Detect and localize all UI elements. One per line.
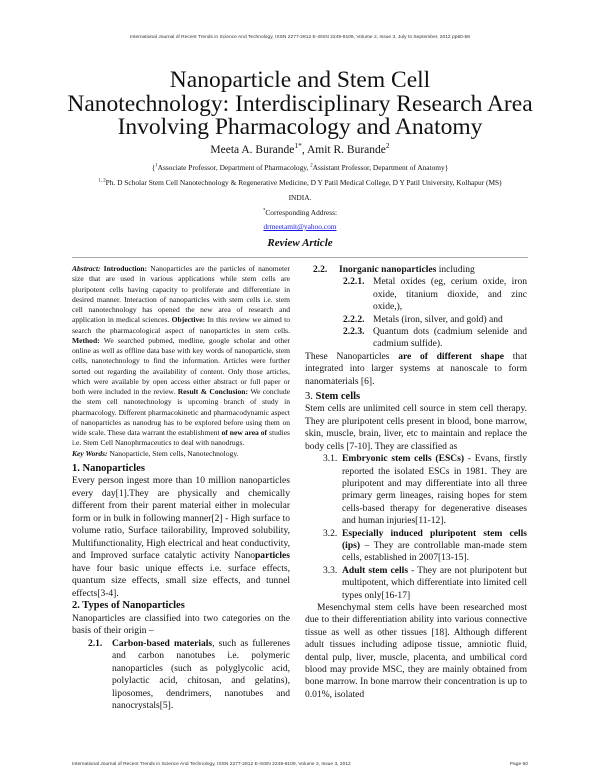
text-run: Corresponding Address: [265,208,338,217]
list-number: 2.2. [313,264,328,275]
list-number: 2.1. [88,637,103,649]
title-line: Involving Pharmacology and Anatomy [117,114,483,140]
list-text [342,453,527,526]
text-run: Every person ingest more than 10 million nanoparticles every day[1].They are physically and chemically different from their parent material either in molecular form or in bulk in following manner[2] - High surface to volume ratio, Surface tailorability, Improved solubility, Multifunctionality, High electrical and heat conductivity, and Improved surface catalytic activity Nano [72,475,290,562]
list-text [342,528,527,564]
text-run: Objective: [171,315,208,325]
text-run: , such as fullerenes and carbon nanotubes i.e. polymeric nanoparticles (such as polyglycolic acid, polylactic acid, chitosan, and gelatins), liposomes, dendrimers, nanotubes and nanocrystals[5]. [112,637,290,712]
list-text [339,264,475,275]
text-run: 2 [310,163,313,169]
keywords [72,449,290,459]
list-item [305,453,527,527]
section-heading [305,391,527,403]
text-run: Meeta A. Burande [210,144,295,156]
paragraph [72,613,290,638]
text-run: of new area of [221,428,270,437]
title-line: Nanotechnology: Interdisciplinary Research Area [67,90,533,117]
text-run: Inorganic nanoparticles [339,264,437,275]
affiliation-line [20,193,580,203]
text-run: have four basic unique effects i.e. surface effects, quantum size effects, small size effects, and tunnel effects[3-4]. [72,562,290,599]
list-item [305,326,527,351]
text-run: We searched pubmed, medline, google scholar and other online as well as offline data base with key words of nanoparticle, stem cells, nanotechnology to find the information. Articles were further sorted out regarding the availability of content. Only those articles, which were available by open access either abstract or full paper or both were included in the review. [72,335,291,396]
text-run: 2 [385,141,390,151]
text-run: 1 [155,163,158,169]
text-run: Nanoparticle, Stem cells, Nanotechnology. [109,448,239,458]
list-number: 2.2.3. [343,326,365,338]
corresponding-label [20,208,580,218]
text-run: Nanoparticles are the particles of nanometer size that are used in various applications while stem cells are pluripotent cells having capacity to proliferate and differentiate in desired manner. Interaction of nanoparticles with stem cells i.e. stem cell nanotechnology has opened the new area of research and application in medical sciences. [72,264,290,325]
list-text [112,638,290,712]
divider [72,257,528,258]
text-run: particles [255,550,290,562]
text-run: We conclude the stem cell nanotechnology is upcoming branch of study in pharmacology. Different pharmacokinetic and pharmacodynamic aspect of nanoparticles as nanodrug has to be explored before using them on wide scale. These data warrant the establishment [72,387,290,437]
text-run: INDIA. [288,193,312,202]
left-column [72,264,290,713]
email-link[interactable]: drmeetamit@yahoo.com [263,222,337,231]
article-type: Review Article [267,237,333,249]
text-run: Carbon-based materials [112,637,213,649]
text-run: Abstract: [72,264,104,273]
text-run: Introduction: [103,264,151,273]
right-column [305,264,527,701]
list-item [305,314,527,326]
paragraph [72,475,290,600]
running-header: International Journal of Recent Trends in Science And Technology, ISSN 2277-2812 E-ISSN 2249-8109, Volume 2, Issue 3, July to September, 2012 pp50-58 [130,35,470,40]
section-title: Stem cells [315,391,361,403]
list-number: 2.2.1. [343,276,365,288]
text-run: studies i.e. Stem Cell Nanophrmaceutics to deal with nanodrugs. [72,428,290,448]
list-text: Metal oxides (eg, cerium oxide, iron oxide, titanium dioxide, and zinc oxide,), [373,276,527,313]
text-run: Embryonic stem cells (ESCs) [342,453,465,465]
text-run: { [151,163,156,172]
text-run: Key Words: [72,448,110,458]
text-run: Especially induced pluripotent stem cells (ips) [342,527,527,551]
list-text [342,565,527,601]
text-run: - They are not pluripotent but multipotent, which differentiate into limited cell types only[16-17] [342,564,528,601]
abstract [72,264,290,459]
page-number: Page 50 [509,762,528,767]
list-item [305,264,527,276]
text-run: Result & Conclusion: [177,387,251,396]
text-run: Stem cells are unlimited cell source in stem cell therapy. They are pluripotent cells present in blood, bone marrow, skin, muscle, brain, liver, etc to maintain and replace the body cells [7-10]. They are classified as [305,403,527,452]
list-text: Quantum dots (cadmium selenide and cadmium sulfide). [373,326,527,350]
text-run: including [436,264,475,275]
footer-journal: International Journal of Recent Trends in Science And Technology, ISSN 2277-2812 E-ISSN 2249-8109, Volume 2, Issue 3, 2012 [72,762,351,767]
text-run: that integrated into larger systems at nanoscale to form nanomaterials [6]. [305,350,528,387]
text-run: In this review we aimed to search the pharmacological aspect of nanoparticles in stem cells. [72,315,290,335]
affiliation-line [20,178,580,188]
list-item [305,528,527,565]
abstract-text [72,264,290,449]
paragraph [305,602,527,701]
running-footer [72,762,528,767]
text-run: * [262,208,266,214]
text-run: 1, 2 [98,178,106,184]
text-run: are of different shape [398,350,504,362]
list-item [305,565,527,602]
text-run: - Evans, firstly reported the isolated ESCs in 1981. They are pluripotent and may differentiate into all three primary germ lineages, raising hopes for stem cells-based therapy for degenerative diseases and human injuries[11-12]. [342,453,527,527]
title-line: Nanoparticle and Stem Cell [169,67,431,93]
paragraph [305,351,527,388]
text-run: Method: [72,335,104,345]
text-run: Adult stem cells [342,564,409,576]
list-number: 3.2. [323,527,338,539]
text-run: – They are controllable man-made stem cells, established in 2007[13-15]. [342,539,527,564]
text-run: , Amit R. Burande [301,144,386,156]
section-number: 3. [305,391,313,403]
list-item [305,276,527,313]
paragraph [305,403,527,453]
text-run: Associate Professor, Department of Pharmacology, [157,163,311,172]
text-run: These Nanoparticles [305,350,399,362]
list-item [72,638,290,713]
text-run: 1* [294,141,302,151]
text-run: Ph. D Scholar Stem Cell Nanotechnology & Regenerative Medicine, D Y Patil Medical College, D Y Patil University, Kolhapur (MS) [105,178,502,187]
section-heading: 2. Types of Nanoparticles [72,600,185,612]
list-text: Metals (iron, silver, and gold) and [373,313,503,325]
authors [20,143,580,157]
affiliation-line [20,163,580,173]
text-run: Mesenchymal stem cells have been researched most due to their differentiation ability into various connective tissue as well as other tissues [18]. Although different adult tissues including adipose tissue, amniotic fluid, dental pulp, liver, muscle, placenta, and umbilical cord blood may provide MSC, they are mainly obtained from bone marrow. In bone marrow their concentration is up to 0.01%, isolated [305,601,527,700]
section-heading: 1. Nanoparticles [72,462,145,474]
list-number: 3.1. [323,453,338,465]
list-number: 3.3. [323,564,338,576]
text-run: Assistant Professor, Department of Anatomy} [312,163,449,172]
paper-title [20,69,580,140]
text-run: Nanoparticles are classified into two categories on the basis of their origin – [72,612,290,637]
list-number: 2.2.2. [343,313,365,325]
